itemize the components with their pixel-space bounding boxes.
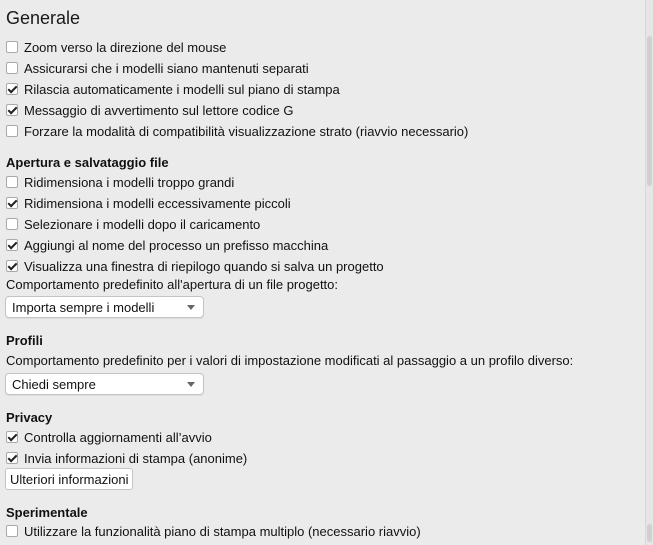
multi-buildplate-checkbox[interactable] [6,525,18,537]
keep-models-separated-checkbox[interactable] [6,62,18,74]
dropdown-value: Chiedi sempre [12,376,96,392]
drop-models-to-buildplate-checkbox[interactable] [6,83,18,95]
checkbox-label: Selezionare i modelli dopo il caricamento [24,216,261,232]
file-section-heading: Apertura e salvataggio file [6,155,169,170]
scale-tiny-models-checkbox[interactable] [6,197,18,209]
open-behavior-dropdown[interactable] [5,296,204,318]
machine-prefix-checkbox[interactable] [6,239,18,251]
scale-tiny-models-checkbox-row[interactable] [6,194,291,212]
checkbox-label: Assicurarsi che i modelli siano mantenuti separati [24,60,309,76]
open-behavior-label: Comportamento predefinito all'apertura di un file progetto: [6,277,339,292]
profile-change-behavior-dropdown[interactable] [5,373,204,395]
gcode-warning-checkbox[interactable] [6,104,18,116]
vertical-scrollbar[interactable] [645,0,653,545]
check-updates-checkbox-row[interactable] [6,428,212,446]
send-print-info-checkbox[interactable] [6,452,18,464]
checkbox-label: Rilascia automaticamente i modelli sul piano di stampa [24,81,340,97]
summary-dialog-checkbox[interactable] [6,260,18,272]
keep-models-separated-checkbox-row[interactable] [6,59,309,77]
send-print-info-checkbox-row[interactable] [6,449,247,467]
select-models-after-load-checkbox-row[interactable] [6,215,260,233]
chevron-down-icon [187,305,195,310]
experimental-heading: Sperimentale [6,505,88,520]
gcode-warning-checkbox-row[interactable] [6,101,294,119]
multi-buildplate-checkbox-row[interactable] [6,522,421,540]
layer-view-compat-checkbox-row[interactable] [6,122,468,140]
checkbox-label: Controlla aggiornamenti all’avvio [24,429,212,445]
checkbox-label: Utilizzare la funzionalità piano di stampa multiplo (necessario riavvio) [24,523,421,539]
checkbox-label: Zoom verso la direzione del mouse [24,39,227,55]
checkbox-label: Invia informazioni di stampa (anonime) [24,450,248,466]
summary-dialog-checkbox-row[interactable] [6,257,384,275]
machine-prefix-checkbox-row[interactable] [6,236,328,254]
checkbox-label: Forzare la modalità di compatibilità visualizzazione strato (riavvio necessario) [24,123,469,139]
layer-view-compat-checkbox[interactable] [6,125,18,137]
checkbox-label: Visualizza una finestra di riepilogo quando si salva un progetto [24,258,384,274]
zoom-mouse-direction-checkbox[interactable] [6,41,18,53]
checkbox-label: Aggiungi al nome del processo un prefisso macchina [24,237,329,253]
scale-large-models-checkbox[interactable] [6,176,18,188]
chevron-down-icon [187,382,195,387]
scale-large-models-checkbox-row[interactable] [6,173,234,191]
checkbox-label: Messaggio di avvertimento sul lettore codice G [24,102,294,118]
dropdown-value: Importa sempre i modelli [12,299,155,315]
drop-models-to-buildplate-checkbox-row[interactable] [6,80,340,98]
select-models-after-load-checkbox[interactable] [6,218,18,230]
zoom-mouse-direction-checkbox-row[interactable] [6,38,226,56]
page-title: Generale [6,8,81,28]
more-info-button[interactable]: Ulteriori informazioni [5,468,133,490]
profiles-heading: Profili [6,333,43,348]
check-updates-checkbox[interactable] [6,431,18,443]
checkbox-label: Ridimensiona i modelli eccessivamente piccoli [24,195,291,211]
privacy-heading: Privacy [6,410,53,425]
scrollbar-thumb[interactable] [647,36,652,186]
profile-change-behavior-label: Comportamento predefinito per i valori di impostazione modificati al passaggio a un profilo diverso: [6,353,574,368]
checkbox-label: Ridimensiona i modelli troppo grandi [24,174,235,190]
scrollbar-thumb-bottom [647,524,652,542]
